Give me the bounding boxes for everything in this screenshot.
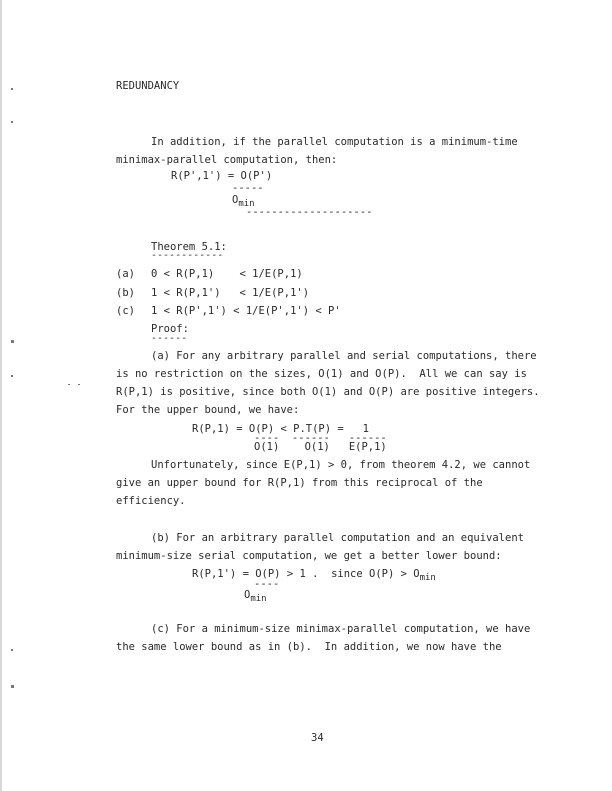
paragraph-line: In addition, if the parallel computation is a minimum-time [151,136,518,148]
paragraph-line: give an upper bound for R(P,1) from this reciprocal of the [116,477,483,489]
equation-line: R(P,1') = O(P) > 1 . since O(P) > Omin [192,568,436,583]
margin-dot [11,685,14,688]
page-number: 34 [311,732,324,744]
theorem-item-text: 1 < R(P',1') < 1/E(P',1') < P' [151,305,341,317]
paragraph-line: the same lower bound as in (b). In addition, we now have the [116,641,502,653]
paragraph-line: R(P,1) is positive, since both O(1) and O(P) are positive integers. [116,386,540,398]
theorem-item-text: 1 < R(P,1') < 1/E(P,1') [151,287,310,299]
paragraph-line: (b) For an arbitrary parallel computation and an equivalent [151,532,524,544]
theorem-title: Theorem 5.1: [151,241,227,253]
paragraph-line: (a) For any arbitrary parallel and serial computations, there [151,350,537,362]
fraction-bars: ---- ------ ------ [254,432,387,444]
paragraph-line: (c) For a minimum-size minimax-parallel computation, we have [151,623,531,635]
proof-underline: ------ [151,333,188,344]
margin-dot [11,649,13,651]
theorem-item-label: (a) [116,268,135,280]
margin-dot [78,384,80,385]
equation-numerator-line: R(P,1) = O(P) < P.T(P) = 1 [192,423,370,435]
theorem-item-text: 0 < R(P,1) < 1/E(P,1) [151,268,303,280]
equation-denominator: Omin [232,194,255,209]
paragraph-line: minimum-size serial computation, we get a better lower bound: [116,550,502,562]
margin-dot [11,375,13,377]
paragraph-line: minimax-parallel computation, then: [116,154,338,166]
paragraph-line: For the upper bound, we have: [116,404,300,416]
margin-dot [68,384,70,385]
equation-denominator-line: O(1) O(1) E(P,1) [254,441,387,453]
running-header: REDUNDANCY [116,80,180,92]
fraction-bar: ----- [232,182,264,194]
margin-dot [11,340,14,343]
theorem-item-label: (b) [116,287,135,299]
end-of-equation-rule: -------------------- [246,206,373,218]
paragraph-line: is no restriction on the sizes, O(1) and O(P). All we can say is [116,368,527,380]
paragraph-line: Unfortunately, since E(P,1) > 0, from theorem 4.2, we cannot [151,459,531,471]
theorem-item-label: (c) [116,305,135,317]
equation-denominator: Omin [244,589,267,604]
theorem-underline: ------------ [151,250,224,261]
margin-dot [11,88,13,90]
paragraph-line: efficiency. [116,495,186,507]
margin-dot [11,121,13,123]
equation-lhs: R(P',1') = O(P') [171,170,273,182]
proof-label: Proof: [151,323,189,335]
left-binding-edge [0,0,2,791]
fraction-bar: ---- [254,578,280,590]
